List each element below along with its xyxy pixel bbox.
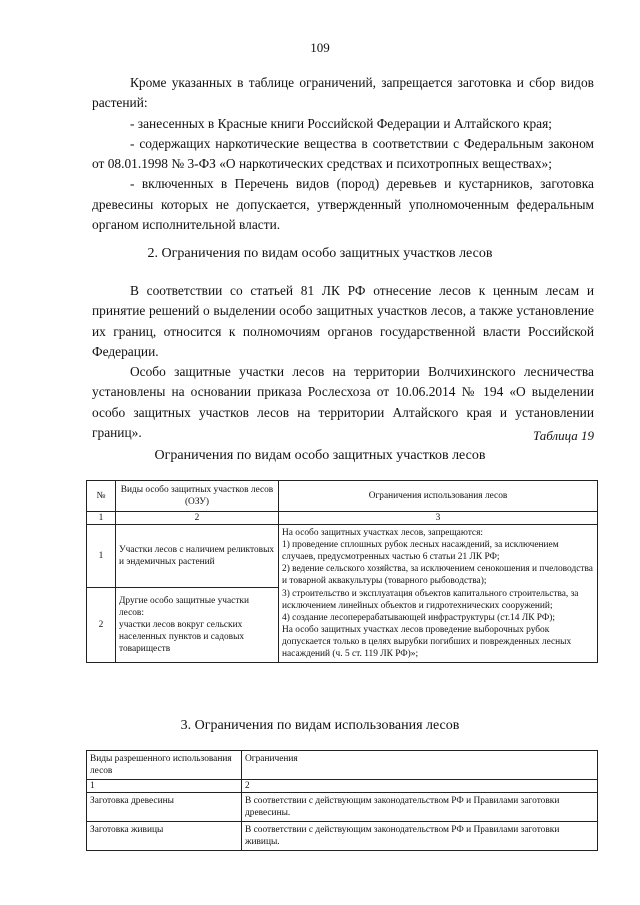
row-number: 2	[87, 588, 116, 663]
table-row	[87, 793, 598, 822]
restriction-line: На особо защитных участках лесов, запрещаются:	[282, 528, 484, 539]
ozu-type-cell: Участки лесов с наличием реликтовых и эндемичных растений	[116, 525, 279, 588]
intro-item: - включенных в Перечень видов (пород) деревьев и кустарников, заготовка древесины которых не допускается, утвержденный уполномоченным федеральным органом исполнительной власти.	[92, 176, 594, 233]
header-cell-ozu-type: Виды особо защитных участков лесов (ОЗУ)	[116, 481, 279, 512]
section-2-body	[92, 281, 594, 443]
column-number: 1	[87, 780, 242, 793]
section-2-heading: 2. Ограничения по видам особо защитных участков лесов	[147, 246, 493, 261]
ozu-type-cell	[116, 588, 279, 663]
ozu-type-line: участки лесов вокруг сельских населенных пунктов и садовых товариществ	[119, 620, 245, 655]
column-number: 3	[279, 512, 598, 525]
ozu-type-line: Другие особо защитные участки лесов:	[119, 595, 249, 618]
restriction-cell: В соответствии с действующим законодательством РФ и Правилами заготовки древесины.	[242, 793, 598, 822]
table-header-row	[87, 481, 598, 512]
restriction-line: На особо защитных участках лесов проведение выборочных рубок допускается только в целях вырубки погибших и поврежденных лесных насаждений (ч. 5 ст. 119 ЛК РФ)»;	[282, 624, 572, 660]
header-cell-number: №	[87, 481, 116, 512]
column-number: 2	[116, 512, 279, 525]
intro-block	[92, 73, 594, 235]
header-cell-use-type: Виды разрешенного использования лесов	[87, 751, 242, 780]
table-row	[87, 822, 598, 851]
restrictions-cell	[279, 525, 598, 663]
row-number: 1	[87, 525, 116, 588]
column-number: 1	[87, 512, 116, 525]
restriction-line: 2) ведение сельского хозяйства, за исключением сенокошения и пчеловодства и товарной аквакультуры (товарного рыбоводства);	[282, 564, 593, 587]
use-type-cell: Заготовка живицы	[87, 822, 242, 851]
restriction-line: 4) создание лесоперерабатывающей инфраструктуры (ст.14 ЛК РФ);	[282, 612, 555, 623]
restriction-cell: В соответствии с действующим законодательством РФ и Правилами заготовки живицы.	[242, 822, 598, 851]
intro-lead: Кроме указанных в таблице ограничений, запрещается заготовка и сбор видов растений:	[92, 75, 594, 111]
table-caption: Ограничения по видам особо защитных участков лесов	[154, 448, 486, 463]
table-label: Таблица 19	[532, 428, 594, 443]
ozu-restrictions-table	[86, 480, 598, 663]
table-header-row	[87, 751, 598, 780]
table-row	[87, 525, 598, 588]
use-type-cell: Заготовка древесины	[87, 793, 242, 822]
page-number: 109	[310, 40, 330, 55]
forest-use-restrictions-table	[86, 750, 598, 851]
column-number-row	[87, 512, 598, 525]
column-number-row	[87, 780, 598, 793]
header-cell-restrictions: Ограничения	[242, 751, 598, 780]
header-cell-restrictions: Ограничения использования лесов	[279, 481, 598, 512]
section-3-heading: 3. Ограничения по видам использования лесов	[180, 718, 460, 733]
intro-item: - содержащих наркотические вещества в соответствии с Федеральным законом от 08.01.1998 № 3-ФЗ «О наркотических средствах и психотропных веществах»;	[92, 135, 594, 172]
section-2-paragraph: В соответствии со статьей 81 ЛК РФ отнесение лесов к ценным лесам и принятие решений о выделении особо защитных участков лесов, а также установление их границ, относится к полномочиям органов государственной власти Российской Федерации.	[92, 283, 594, 359]
column-number: 2	[242, 780, 598, 793]
restriction-line: 1) проведение сплошных рубок лесных насаждений, за исключением случаев, предусмотренных частью 6 статьи 21 ЛК РФ;	[282, 540, 559, 563]
intro-item: - занесенных в Красные книги Российской Федерации и Алтайского края;	[130, 115, 552, 131]
section-2-paragraph: Особо защитные участки лесов на территории Волчихинского лесничества установлены на основании приказа Рослесхоза от 10.06.2014 № 194 «О выделении особо защитных участков лесов на территории Алтайского края и установлении границ».	[92, 364, 594, 441]
restriction-line: 3) строительство и эксплуатация объектов капитального строительства, за исключением линейных объектов и гидротехнических сооружений;	[282, 588, 579, 611]
